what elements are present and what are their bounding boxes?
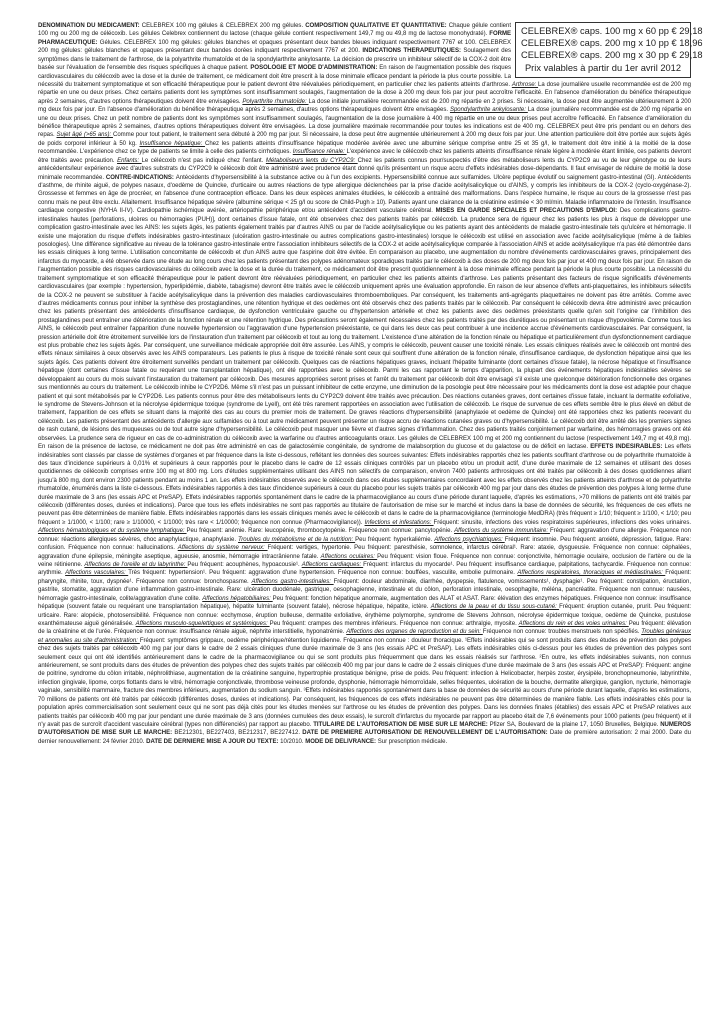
heading-titulaire: TITULAIRE DE L'AUTORISATION DE MISE SUR LE MARCHE:: [313, 722, 490, 729]
heading-denomination: DENOMINATION DU MEDICAMENT:: [38, 23, 142, 29]
subheading-vasculaires: Affections vasculaires:: [65, 570, 129, 577]
text-metaboliseurs: Chez les patients connus pour/suspectés d'être des métaboliseurs lents du CYP2C9 au vu de leur génotype ou de leurs antécédents/leur expérience avec d'autres substrats du CYP2C9 le célécoxib doit être administré avec prudence étant donné qu'ils présentent un risque accru d'effets indésirables dose-dépendants. Il faut envisager de réduire de moitié la dose minimale recommandée.: [38, 157, 691, 181]
price-row: CELEBREX® caps. 200 mg x 10 pp € 18,96: [521, 38, 703, 48]
subheading-insuffisance-renale: Insuffisance rénale:: [292, 149, 347, 156]
text-immunitaire: Fréquent: aggravation d'une allergie. Fréquence non connue: réactions allergiques sévères, choc anaphylactique, anaphylaxie.: [38, 528, 691, 543]
price-validity-note: Prix valables à partir du 1er avril 2012: [524, 63, 682, 73]
heading-posologie: POSOLOGIE ET MODE D'ADMINISTRATION:: [250, 65, 380, 72]
price-row: CELEBREX® caps. 200 mg x 30 pp € 29,18: [521, 50, 703, 60]
text-metabolisme: Peu fréquent: hyperkaliémie.: [355, 536, 435, 543]
text-vasculaires: Très fréquent: hypertension¹. Peu fréquent: aggravation d'une hypertension. Fréquence non connue: bouffées, vasculite, embolie pulmonaire.: [128, 570, 518, 577]
text-titulaire: Pfizer SA, Boulevard de la plaine 17, 1050 Bruxelles, Belgique.: [489, 722, 661, 729]
heading-mise-a-jour: DATE DE DERNIERE MISE A JOUR DU TEXTE:: [146, 738, 281, 745]
subheading-polyarthrite: Polyarthrite rhumatoïde:: [242, 98, 309, 105]
text-infections: Fréquent: sinusite, infections des voies respiratoires supérieures, infections des voies urinaires.: [433, 519, 692, 526]
text-oreille: Peu fréquent: acouphènes, hypoacousie¹.: [187, 562, 302, 568]
subheading-hepatobiliaires: Affections hépatobiliaires:: [202, 595, 273, 602]
heading-date-autorisation: DATE DE PREMIERE AUTORISATION/ DE RENOUVELLEMENT DE L'AUTORISATION:: [302, 730, 550, 737]
text-gastro-intestinales: Fréquent: douleur abdominale, diarrhée, dyspepsie, flatulence, vomissements¹, dysphagie¹. Peu fréquent: constipation, éructation, gastrite, stomatite, aggravation d'une inflammation gastro-intestinale. Rare: ulcération duodénale, gastrique, oesophagienne, intestinale et du côlon, perforation intestinale, oesophagite, méléna, pancréatite. Fréquence non connue: nausées, hémorragie gastro-intestinale, colite/aggravation d'une colite.: [38, 578, 692, 602]
heading-effets-indesirables: EFFETS INDESIRABLES:: [590, 444, 665, 451]
heading-mises-en-garde: MISES EN GARDE SPECIALES ET PRECAUTIONS D'EMPLOI:: [435, 208, 620, 215]
text-contre-indications: Antécédents d'hypersensibilité à la substance active ou à l'un des excipients. Hypersensibilité connue aux sulfamides. Ulcère peptique évolutif ou saignement gastro-intestinal (GI). Antécédents d'asthme, de rhinite aiguë, de polypes nasaux, d'oedème de Quincke, d'urticaire ou autres réactions de type allergique déclenchées par la prise d'acide acétylsalicylique ou d'AINS, y compris les inhibiteurs de la COX-2 (cyclo-oxygénase-2). Grossesse et femmes en âge de procréer, en l'absence d'une contraception efficace. Dans les deux espèces animales étudiées, le célécoxib a entraîné des malformations. Dans l'espèce humaine, le risque au cours de la grossesse n'est pas connu mais ne peut être exclu. Allaitement. Insuffisance hépatique sévère (albumine sérique < 25 g/l ou score de Child-Pugh ≥ 10). Patients ayant une clairance de la créatinine estimée < 30 ml/min. Maladie inflammatoire de l'intestin. Insuffisance cardiaque congestive (NYHA II-IV). Cardiopathie ischémique avérée, artériopathie périphérique et/ou antécédent d'accident vasculaire cérébral.: [38, 174, 691, 215]
subheading-respiratoires: Affections respiratoires, thoraciques et médiastinales:: [517, 570, 666, 577]
subheading-hematologiques: Affections hématologiques et du système lymphatique:: [38, 528, 187, 535]
text-insuffisance-hepatique: Chez les patients atteints d'insuffisance hépatique modérée avérée avec une albumine sérique comprise entre 25 et 35 g/l, le traitement doit être initié à la moitié de la dose recommandée. L'expérience chez ce type de patients se limite à celle des patients cirrhotiques.: [38, 140, 691, 156]
text-forme: Gélules. CELEBREX 100 mg gélules: gélules blanches et opaques présentant deux bandes bleues indiquant respectivement 7767 et 100. CELEBREX 200 mg gélules: gélules blanches et opaques présentant deux bandes dorées indiquant respectivement 7767 et 200.: [38, 39, 511, 55]
text-posologie: En raison de l'augmentation possible des risques cardiovasculaires du célécoxib avec la dose et la durée de traitement, ce médicament doit être prescrit à la dose minimale efficace pendant la période la plus courte possible. La nécessité du traitement symptomatique et son efficacité thérapeutique pour le patient devront être réévaluées périodiquement, en particulier chez les patients atteints d'arthrose.: [38, 65, 512, 88]
text-musculo: Peu fréquent: crampes des membres inférieurs. Fréquence non connue: arthralgie, myosite.: [269, 620, 519, 627]
text-peau: Fréquent: éruption cutanée, prurit. Peu fréquent: urticaire. Rare: alopécie, photosensibilité. Fréquence non connue: ecchymose, éruption bulleuse, dermatite exfoliative, érythème polymorphe, syndrome de Stevens Johnson, nécrolyse épidermique toxique, oedème de Quincke, pustulose exanthémateuse aiguë généralisée.: [38, 604, 692, 627]
text-hepatobiliaires: Peu fréquent: fonction hépatique anormale, augmentation des ALAT et ASAT. Rare: élévation des enzymes hépatiques. Fréquence non connue: insuffisance hépatique (souvent fatale ou requérant une transplantation hépatique), hépatite fulminante (souvent fatale), nécrose hépatique, hépatite, ictère.: [38, 595, 692, 611]
text-insuffisance-renale: L'expérience avec le célécoxib chez les patients atteints d'insuffisance rénale légère à modérée étant limitée, ces patients devront être traités avec précaution.: [38, 149, 692, 164]
text-delivrance: Sur prescription médicale.: [377, 738, 448, 745]
subheading-musculo: Affections musculo-squelettiques et systémiques:: [135, 620, 270, 627]
text-effets-indesirables: Les effets indésirables sont classés par classe de systèmes d'organes et par fréquence dans la liste ci-dessous, reflétant les données des sources suivantes: Effets indésirables rapportés chez les patients souffrant d'arthrose ou de polyarthrite rhumatoïde à des taux d'incidence supérieurs à 0,01% et supérieurs à ceux rapportés pour le placebo dans le cadre de 12 essais cliniques contrôlés par un placebo et/ou un produit actif, d'une durée maximale de 12 semaines et utilisant des doses quotidiennes de célécoxib comprises entre 100 mg et 800 mg. Lors d'études supplémentaires utilisant des AINS non sélectifs de comparaison, environ 7400 patients arthrosiques ont été traités par célécoxib à des doses quotidiennes allant jusqu'à 800 mg, dont environ 2300 patients pendant au moins 1 an. Les effets indésirables observés avec le célécoxib dans ces études supplémentaires concordaient avec les effets observés chez les patients atteints d'arthrose et de polyarthrite rhumatoïde, énumérés dans la liste ci-dessous. Effets indésirables rapportés à des taux d'incidence supérieurs à ceux du placebo pour les sujets traités par célécoxib 400 mg par jour dans des études de prévention des polypes à long terme d'une durée maximale de 3 ans (les essais APC et PreSAP). Effets indésirables rapportés spontanément dans le cadre de la pharmacovigilance au cours d'une période durant laquelle, d'après les estimations, >70 millions de patients ont été traités par célécoxib (différentes doses, durées et indications). Parce que tous les effets indésirables ne sont pas rapportés au titulaire de l'autorisation de mise sur le marché et inclus dans la base de données de sécurité, les fréquences de ces effets ne peuvent pas être déterminées de manière fiable. Effets indésirables rapportés dans les essais cliniques menés avec le célécoxib et dans le cadre de la pharmacovigilance (terminologie MedDRA) (très fréquent ≥ 1/10; fréquent ≥ 1/100, < 1/10; peu fréquent ≥ 1/1000, < 1/100; rare ≥ 1/10000, < 1/1000; très rare < 1/10000; fréquence non connue (Pharmacovigilance)).: [38, 444, 691, 526]
subheading-arthrose: Arthrose:: [511, 81, 539, 88]
text-spondylarthrite: La dose journalière recommandée est de 200 mg répartie en une ou deux prises. Chez un petit nombre de patients dont les symptômes sont insuffisamment soulagés, l'augmentation de la dose journalière à 400 mg répartie en une ou deux prises peut accroître l'efficacité. En l'absence d'amélioration du bénéfice thérapeutique après 2 semaines, d'autres options thérapeutiques doivent être envisagées. La dose journalière maximale recommandée pour toutes les indications est de 400 mg. CELEBREX peut être pris pendant ou en dehors des repas.: [38, 107, 692, 139]
subheading-immunitaire: Affections du système immunitaire:: [454, 528, 550, 535]
text-denomination: CELEBREX 100 mg gélules & CELEBREX 200 mg gélules.: [141, 23, 306, 29]
text-cardiaques: Fréquent: infarctus du myocarde¹. Peu fréquent: insuffisance cardiaque, palpitations, tachycardie. Fréquence non connue: arythmie.: [38, 562, 691, 577]
price-box: [515, 22, 703, 78]
text-troubles-generaux: Fréquent: symptômes grippaux, oedème périphérique/rétention liquidienne. Fréquence non connue : douleur thoracique. ¹Effets indésirables qui se sont produits dans des études de prévention des polypes chez des sujets traités par célécoxib 400 mg par jour dans le cadre de 2 essais cliniques d'une durée maximale de 3 ans (les essais APC et PreSAP). Les effets indésirables cités ci-dessus pour les études de prévention des polypes sont seulement ceux qui ont été identifiés antérieurement dans le cadre de la pharmacovigilance ou qui se sont produits plus fréquemment que dans les essais réalisés sur l'arthrose. ²En outre, les effets indésirables suivants, non connus antérieurement, se sont produits dans des études de prévention des polypes chez des sujets traités par célécoxib 400 mg par jour dans le cadre de 2 essais cliniques d'une durée maximale de 3 ans (les essais APC et PreSAP): Fréquent: angine de poitrine, syndrome du côlon irritable, néphrolithiase, augmentation de la créatinine sanguine, hypertrophie prostatique bénigne, prise de poids. Peu fréquent: infection à Helicobacter, herpès zoster, érysipèle, bronchopneumonie, labyrinthite, infection gingivale, lipome, corps flottants dans le vitré, hémorragie conjonctivale, thrombose veineuse profonde, dysphonie, hémorragie hémorroïdale, selles fréquentes, ulcération de la bouche, dermatite allergique, ganglion, nycturie, hémorragie vaginale, sensibilité mammaire, fracture des membres inférieurs, augmentation du sodium sanguin. ³Effets indésirables rapportés spontanément dans la base de données de sécurité au cours d'une période durant laquelle, d'après les estimations, 70 millions de patients ont été traités par célécoxib (différentes doses, durées et indications). Par conséquent, les fréquences de ces effets indésirables ne peuvent pas être déterminées de manière fiable. Les effets indésirables cités pour la population après commercialisation sont seulement ceux qui ne sont pas déjà cités pour les études menées sur l'arthrose ou les études de prévention des polypes. Dans les données finales (établies) des essais APC et PreSAP relatives aux patients traités par célécoxib 400 mg par jour pendant une durée maximale de 3 ans (données cumulées des deux essais), le surcroît d'infarctus du myocarde par rapport au placebo était de 7,6 événements pour 1000 patients (peu fréquent) et il n'y avait pas de surcroît d'accident vasculaire cérébral (types non différenciés) par rapport au placebo.: [38, 637, 691, 729]
text-sujet-age: Comme pour tout patient, le traitement sera débuté à 200 mg par jour. Si nécessaire, la dose peut être augmentée ultérieurement à 200 mg deux fois par jour. Une attention particulière doit être portée aux sujets âgés de poids corporel inférieur à 50 kg.: [38, 132, 691, 147]
text-reproduction: Fréquence non connue: troubles menstruels non spécifiés.: [482, 629, 642, 636]
text-enfants: Le célécoxib n'est pas indiqué chez l'enfant.: [141, 157, 266, 164]
text-numeros: BE212301, BE227403, BE212317, BE227412.: [174, 730, 303, 737]
subheading-peau: Affections de la peau et du tissu sous-cutané:: [430, 604, 560, 611]
subheading-spondylarthrite: Spondylarthrite ankylosante:: [449, 107, 528, 114]
subheading-sujet-age: Sujet âgé (>65 ans):: [56, 132, 113, 139]
heading-contre-indications: CONTRE-INDICATIONS:: [105, 174, 176, 181]
subheading-troubles-generaux: Troubles généraux et anomalies au site d'administration:: [38, 629, 691, 644]
heading-numeros: NUMEROS D'AUTORISATION DE MISE SUR LE MARCHE:: [38, 722, 691, 737]
heading-delivrance: MODE DE DELIVRANCE:: [305, 738, 378, 745]
subheading-insuffisance-hepatique: Insuffisance hépatique:: [139, 140, 205, 147]
subheading-gastro-intestinales: Affections gastro-intestinales:: [251, 578, 334, 585]
text-mise-a-jour: 10/2010.: [280, 738, 306, 745]
text-arthrose: La dose journalière usuelle recommandée est de 200 mg répartie en une ou deux prises. Chez certains patients dont les symptômes sont insuffisamment soulagés, l'augmentation de la dose à 200 mg deux fois par jour peut accroître l'efficacité. En l'absence d'amélioration du bénéfice thérapeutique après 2 semaines, d'autres options thérapeutiques doivent être envisagées.: [38, 81, 691, 105]
subheading-infections: Infections et infestations:: [364, 519, 434, 526]
text-polyarthrite: La dose initiale journalière recommandée est de 200 mg répartie en 2 prises. Si nécessaire, la dose peut être augmentée ultérieurement à 200 mg deux fois par jour. En l'absence d'amélioration du bénéfice thérapeutique après 2 semaines, d'autres options thérapeutiques doivent être envisagées.: [38, 98, 691, 114]
text-rein: Peu fréquent: élévation de la créatinine et de l'urée. Fréquence non connue: insuffisance rénale aiguë, néphrite interstitielle, hyponatrémie.: [38, 620, 692, 636]
subheading-enfants: Enfants:: [117, 157, 142, 164]
subheading-systeme-nerveux: Affections du système nerveux:: [177, 545, 268, 552]
subheading-cardiaques: Affections cardiaques:: [301, 562, 364, 568]
text-oculaires: Peu fréquent: vision floue. Fréquence non connue: conjonctivite, hémorragie oculaire, occlusion de l'artère ou de la veine rétinienne.: [38, 553, 691, 568]
subheading-metabolisme: Troubles du métabolisme et de la nutrition:: [238, 536, 356, 543]
text-psychiatriques: Fréquent: insomnie. Peu fréquent: anxiété, dépression, fatigue. Rare: confusion. Fréquence non connue: hallucinations.: [38, 536, 691, 552]
subheading-oculaires: Affections oculaires:: [320, 553, 378, 560]
heading-forme: FORME PHARMACEUTIQUE:: [38, 31, 511, 46]
subheading-psychiatriques: Affections psychiatriques:: [434, 536, 505, 543]
text-composition: Chaque gélule contient 100 mg ou 200 mg de célécoxib. Les gélules Celebrex contiennent du lactose (chaque gélule contient respectivement 149,7 mg ou 49,8 mg de lactose monohydraté).: [38, 23, 511, 38]
text-respiratoires: Fréquent: pharyngite, rhinite, toux, dyspnée¹. Fréquence non connue: bronchospasme.: [38, 570, 691, 585]
text-systeme-nerveux: Fréquent: vertiges, hypertonie. Peu fréquent: paresthésie, somnolence, infarctus cérébral¹. Rare: ataxie, dysgueusie. Fréquence non connue: céphalées, aggravation d'une épilepsie, méningite aseptique, agueusie, anosmie, hémorragie intracrânienne fatale.: [38, 545, 691, 560]
text-hematologiques: Peu fréquent: anémie. Rare: leucopénie, thrombocytopénie. Fréquence non connue: pancytopénie.: [186, 528, 455, 535]
text-date-autorisation: Date de première autorisation: 2 mai 2000. Date du dernier renouvellement: 24 février 2010.: [38, 730, 691, 745]
subheading-reproduction: Affections des organes de reproduction et du sein:: [346, 629, 483, 636]
text-indications: Soulagement des symptômes dans le traitement de l'arthrose, de la polyarthrite rhumatoïde et de la spondylarthrite ankylosante. La décision de prescrire un inhibiteur sélectif de la COX-2 doit être basée sur l'évaluation de l'ensemble des risques spécifiques à chaque patient.: [38, 48, 511, 72]
heading-composition: COMPOSITION QUALITATIVE ET QUANTITATIVE:: [305, 23, 449, 29]
subheading-metaboliseurs: Métaboliseurs lents du CYP2C9:: [265, 157, 358, 164]
heading-indications: INDICATIONS THERAPEUTIQUES:: [362, 48, 464, 55]
subheading-oreille: Affections de l'oreille et du labyrinthe:: [84, 562, 188, 568]
text-mises-en-garde: Des complications gastro-intestinales hautes [perforations, ulcères ou hémorragies (PUH)], dont certaines d'issue fatale, ont été observées chez des patients traités par célécoxib. La prudence sera de rigueur chez les patients les plus à risque de développer une complication gastro-intestinale avec les AINS: les sujets âgés, les patients également traités par d'autres AINS ou par de l'acide acétylsalicylique ou les patients ayant des antécédents de maladie gastro-intestinale tels qu'ulcère et hémorragie. Il existe une majoration du risque d'effets indésirables gastro-intestinaux (ulcération gastro-intestinale ou autres complications gastro-intestinales) lorsque le célécoxib est utilisé en association avec l'acide acétylsalicylique (même à de faibles posologies). Une différence significative au niveau de la tolérance gastro-intestinale entre l'association inhibiteurs sélectifs de la COX-2 et acide acétylsalicylique comparée à l'association AINS et acide acétylsalicylique n'a pas été démontrée dans les essais cliniques à long terme. L'utilisation concomitante de célécoxib et d'un AINS autre que l'aspirine doit être évitée. En comparaison au placebo, une augmentation du nombre d'événements cardiovasculaires graves, principalement des infarctus du myocarde, a été observée dans une étude au long cours chez les patients présentant des polypes adénomateux sporadiques traités par le célécoxib à des doses de 200 mg deux fois par jour et 400 mg deux fois par jour. En raison de l'augmentation possible des risques cardiovasculaires du célécoxib avec la dose et la durée du traitement, ce médicament doit être prescrit quotidiennement à la dose minimale efficace pendant la période la plus courte possible. La nécessité du traitement symptomatique et son efficacité thérapeutique pour le patient devront être réévaluées périodiquement, en particulier chez les patients atteints d'arthrose. Les patients présentant des facteurs de risque significatifs d'événements cardiovasculaires (par exemple : hypertension, hyperlipidémie, diabète, tabagisme) devront être traités avec le célécoxib uniquement après une évaluation approfondie. En raison de leur absence d'effets anti-plaquettaires, les inhibiteurs sélectifs de la COX-2 ne peuvent se substituer à l'acide acétylsalicylique dans la prévention des maladies cardiovasculaires thromboemboliques. Par conséquent, les traitements anti-agrégants plaquettaires ne doivent pas être arrêtés. Comme avec d'autres médicaments connus pour inhiber la synthèse des prostaglandines, une rétention hydrique et des oedèmes ont été observés chez des patients traités par le célécoxib. Par conséquent le célécoxib devra être administré avec précaution chez les patients présentant des antécédents d'insuffisance cardiaque, de dysfonction ventriculaire gauche ou d'hypertension artérielle et chez les patients avec des oedèmes préexistants quelle qu'en soit l'origine car l'inhibition des prostaglandines peut entraîner une détérioration de la fonction rénale et une rétention hydrique. Des précautions seront également nécessaires chez les patients traités par des diurétiques ou présentant un risque d'hypovolémie. Comme tous les AINS, le célécoxib peut entraîner l'apparition d'une nouvelle hypertension ou l'aggravation d'une hypertension préexistante, ce qui dans les deux cas peut contribuer à une incidence accrue d'événements cardiovasculaires. Par conséquent, la pression artérielle doit être étroitement surveillée lors de l'instauration d'un traitement par célécoxib et tout au long du traitement. L'existence d'une altération de la fonction rénale ou hépatique et particulièrement d'un dysfonctionnement cardiaque est plus probable chez les sujets âgés. Par conséquent, une surveillance médicale appropriée doit être assurée. Les AINS, y compris le célécoxib, peuvent causer une toxicité rénale. Les essais cliniques réalisés avec le célécoxib ont montré des effets rénaux similaires à ceux observés avec les AINS comparateurs. Les patients le plus à risque de toxicité rénale sont ceux qui souffrent d'une altération de la fonction rénale, d'insuffisance cardiaque, de dysfonction hépatique ainsi que les sujets âgés. Ces patients doivent être étroitement surveillés pendant un traitement par célécoxib. Quelques cas de réactions hépatiques graves, incluant l'hépatite fulminante (dont certaines d'issue fatale), la nécrose hépatique et l'insuffisance hépatique (dont certaines d'issue fatale ou requérant une transplantation hépatique), ont été rapportées avec le célécoxib. Parmi les cas rapportant le temps d'apparition, la plupart des événements hépatiques indésirables sévères se développaient au cours du mois suivant l'instauration du traitement par célécoxib. Des mesures appropriées seront prises et l'arrêt du traitement par célécoxib doit être envisagé s'il existe une quelconque détérioration fonctionnelle des organes sus mentionnés au cours du traitement. Le célécoxib inhibe le CYP2D6. Même s'il n'est pas un puissant inhibiteur de cette enzyme, une diminution de la posologie peut être nécessaire pour les médicaments dont la dose est adaptée pour chaque patient et qui sont métabolisés par le CYP2D6. Les patients connus pour être des métaboliseurs lents du CYP2C9 doivent être traités avec précaution. Des réactions cutanées graves, dont certaines d'issue fatale, incluant la dermatite exfoliative, le syndrome de Stevens-Johnson et la nécrolyse épidermique toxique (syndrome de Lyell), ont été très rarement rapportées en association avec l'utilisation de célécoxib. Le risque de survenue de ces effets semble être le plus élevé en début de traitement, l'apparition de ces effets se situant dans la majorité des cas au cours du premier mois de traitement. De graves réactions d'hypersensibilité (anaphylaxie et oedème de Quincke) ont été rapportées chez les patients recevant du célécoxib. Les patients présentant des antécédents d'allergie aux sulfamides ou à tout autre médicament peuvent présenter un risque accru de réactions cutanées graves ou d'hypersensibilité. Le célécoxib doit être arrêté dès les premiers signes de rash cutané, de lésions des muqueuses ou de tout autre signe d'hypersensibilité. Le célécoxib peut masquer une fièvre et d'autres signes d'inflammation. Chez des patients traités conjointement par warfarine, des hémorragies graves ont été observées. La prudence sera de rigueur en cas de co-administration du célécoxib avec la warfarine ou d'autres anticoagulants oraux. Les gélules de CELEBREX 100 mg et 200 mg contiennent du lactose (respectivement 149,7 mg et 49,8 mg). En raison de la présence de lactose, ce médicament ne doit pas être administré en cas de galactosémie congénitale, de syndrome de malabsorption du glucose et du galactose ou de déficit en lactase.: [38, 208, 691, 451]
price-row: CELEBREX® caps. 100 mg x 60 pp € 29,18: [521, 26, 703, 36]
subheading-rein: Affections du rein et des voies urinaires:: [518, 620, 629, 627]
leaflet-body-text: [38, 22, 703, 746]
